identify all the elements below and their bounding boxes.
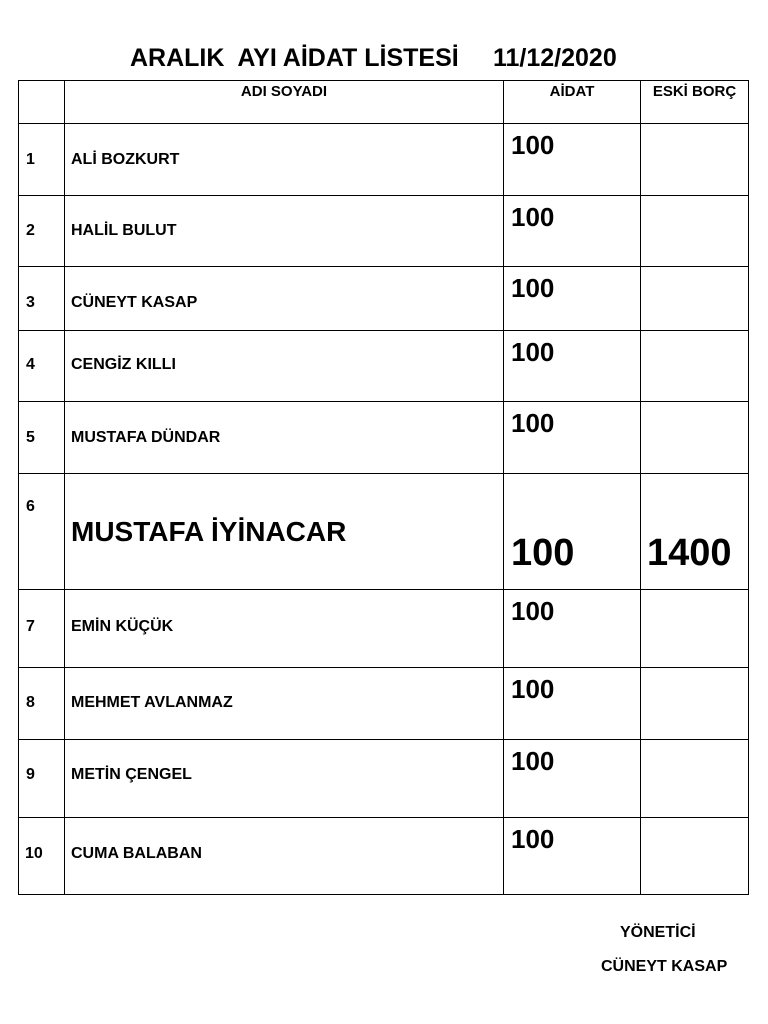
row-name-cell [64, 123, 503, 195]
table-row [18, 266, 749, 330]
row-no-cell [18, 123, 64, 195]
row-aidat: 100 [511, 532, 575, 574]
header-aidat: AİDAT [503, 80, 640, 123]
row-aidat: 100 [511, 130, 555, 160]
row-name-cell [64, 195, 503, 266]
row-name-cell [64, 739, 503, 817]
row-no-cell [18, 589, 64, 667]
row-aidat: 100 [511, 337, 555, 367]
row-aidat-cell [503, 667, 640, 739]
header-no [18, 80, 64, 123]
table-row [18, 195, 749, 266]
row-aidat: 100 [511, 596, 555, 626]
row-name: CUMA BALABAN [71, 845, 202, 862]
row-no-cell [18, 667, 64, 739]
table-row [18, 330, 749, 401]
row-aidat: 100 [511, 824, 555, 854]
row-aidat: 100 [511, 408, 555, 438]
signature-name: CÜNEYT KASAP [601, 958, 728, 975]
table-header-row [18, 80, 749, 123]
table-row [18, 589, 749, 667]
row-aidat-cell [503, 817, 640, 895]
row-aidat-cell [503, 123, 640, 195]
dues-table [18, 80, 749, 895]
row-aidat-cell [503, 401, 640, 473]
table-row [18, 123, 749, 195]
row-name: CÜNEYT KASAP [71, 294, 198, 311]
row-eski-borc-cell [640, 739, 749, 817]
row-no: 4 [26, 356, 35, 373]
row-name: MEHMET AVLANMAZ [71, 694, 233, 711]
row-no: 6 [26, 498, 35, 515]
row-aidat-cell [503, 330, 640, 401]
row-name: MUSTAFA İYİNACAR [71, 516, 347, 547]
row-aidat-cell [503, 473, 640, 589]
row-name: EMİN KÜÇÜK [71, 618, 174, 635]
row-name-cell [64, 266, 503, 330]
row-aidat-cell [503, 195, 640, 266]
row-eski-borc-cell [640, 123, 749, 195]
row-aidat-cell [503, 589, 640, 667]
title-text: ARALIK AYI AİDAT LİSTESİ [130, 44, 459, 72]
title-date: 11/12/2020 [493, 44, 617, 72]
row-name-cell [64, 473, 503, 589]
table-row [18, 401, 749, 473]
row-no: 10 [25, 845, 43, 862]
row-no: 3 [26, 294, 35, 311]
row-name-cell [64, 330, 503, 401]
row-no: 9 [26, 766, 35, 783]
row-eski-borc-cell [640, 473, 749, 589]
row-no: 7 [26, 618, 35, 635]
row-name: MUSTAFA DÜNDAR [71, 429, 221, 446]
row-aidat-cell [503, 739, 640, 817]
row-aidat: 100 [511, 674, 555, 704]
row-name-cell [64, 817, 503, 895]
row-no-cell [18, 473, 64, 589]
row-eski-borc-cell [640, 589, 749, 667]
row-name-cell [64, 667, 503, 739]
row-name: CENGİZ KILLI [71, 356, 176, 373]
row-aidat: 100 [511, 273, 555, 303]
row-no: 1 [26, 151, 35, 168]
row-name: HALİL BULUT [71, 222, 177, 239]
row-name-cell [64, 401, 503, 473]
header-eski-borc: ESKİ BORÇ [640, 80, 749, 123]
row-aidat: 100 [511, 202, 555, 232]
table-row [18, 739, 749, 817]
row-eski-borc-cell [640, 330, 749, 401]
table-row [18, 667, 749, 739]
row-eski-borc-cell [640, 195, 749, 266]
row-aidat: 100 [511, 746, 555, 776]
row-no: 5 [26, 429, 35, 446]
row-name: METİN ÇENGEL [71, 766, 192, 783]
table-row [18, 817, 749, 895]
row-eski-borc-cell [640, 401, 749, 473]
row-eski-borc-cell [640, 266, 749, 330]
row-no-cell [18, 195, 64, 266]
row-no-cell [18, 817, 64, 895]
row-eski-borc-cell [640, 817, 749, 895]
row-name-cell [64, 589, 503, 667]
row-eski-borc: 1400 [647, 532, 732, 574]
header-name: ADI SOYADI [64, 80, 503, 123]
row-no-cell [18, 330, 64, 401]
signature-role: YÖNETİCİ [620, 924, 696, 941]
row-eski-borc-cell [640, 667, 749, 739]
row-no-cell [18, 739, 64, 817]
row-no-cell [18, 266, 64, 330]
row-name: ALİ BOZKURT [71, 151, 180, 168]
row-no-cell [18, 401, 64, 473]
row-aidat-cell [503, 266, 640, 330]
table-row [18, 473, 749, 589]
row-no: 2 [26, 222, 35, 239]
row-no: 8 [26, 694, 35, 711]
